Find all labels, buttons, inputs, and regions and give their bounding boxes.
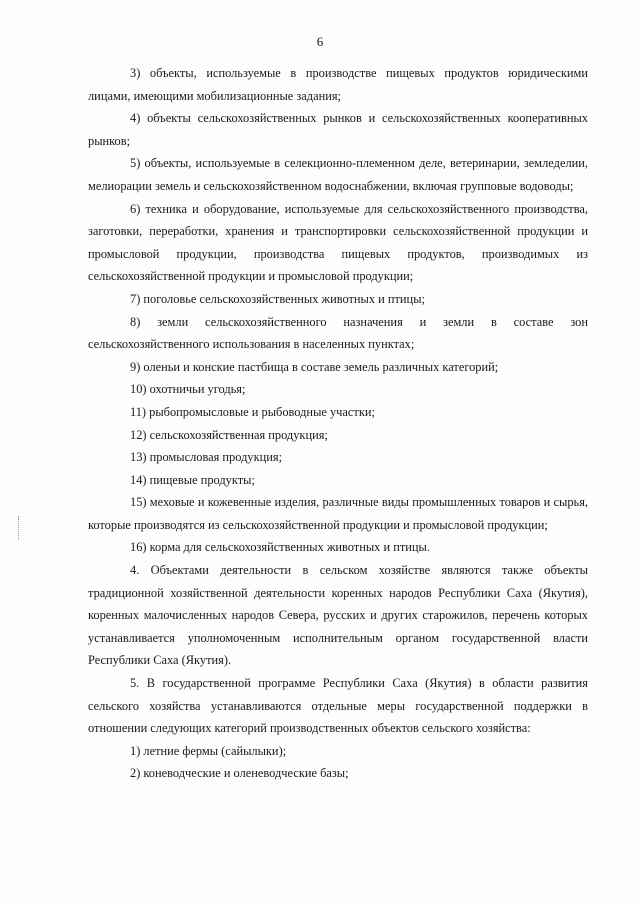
paragraph-section-4: 4. Объектами деятельности в сельском хозяйстве являются также объекты традиционной хозяйственной деятельности коренных народов Республики Саха (Якутия), коренных малочисленных народов Севера, русских и других старожилов, перечень которых устанавливается уполномоченным исполнительным органом государственной власти Республики Саха (Якутия). [88,563,588,668]
paragraph-item-7: 7) поголовье сельскохозяйственных животных и птицы; [130,291,425,306]
paragraph-item-9: 9) оленьи и конские пастбища в составе земель различных категорий; [130,359,499,374]
paragraph-item-12: 12) сельскохозяйственная продукция; [130,427,328,442]
paragraph-item-13: 13) промысловая продукция; [130,450,283,465]
paragraph-item-4: 4) объекты сельскохозяйственных рынков и сельскохозяйственных кооперативных рынков; [88,111,588,148]
paragraph-section-5: 5. В государственной программе Республики Саха (Якутия) в области развития сельского хозяйства устанавливаются отдельные меры государственной поддержки в отношении следующих категорий производственных объектов сельского хозяйства: [88,676,588,736]
paragraph-item-10: 10) охотничьи угодья; [130,382,246,397]
paragraph-item-8: 8) земли сельскохозяйственного назначения и земли в составе зон сельскохозяйственного использования в населенных пунктах; [88,314,588,352]
paragraph-item-15: 15) меховые и кожевенные изделия, различные виды промышленных товаров и сырья, которые производятся из сельскохозяйственной продукции и промысловой продукции; [88,495,588,532]
paragraph-item-11: 11) рыбопромысловые и рыбоводные участки; [130,404,375,419]
document-body [88,62,588,785]
paragraph-subitem-1: 1) летние фермы (сайылыки); [130,743,287,758]
paragraph-item-3: 3) объекты, используемые в производстве пищевых продуктов юридическими лицами, имеющими мобилизационные задания; [88,66,588,103]
paragraph-item-14: 14) пищевые продукты; [130,472,255,487]
page-number: 6 [316,34,324,49]
paragraph-subitem-2: 2) коневодческие и оленеводческие базы; [130,766,349,781]
paragraph-item-16: 16) корма для сельскохозяйственных животных и птицы. [130,540,430,555]
margin-mark [18,516,21,540]
paragraph-item-6: 6) техника и оборудование, используемые для сельскохозяйственного производства, заготовки, переработки, хранения и транспортировки сельскохозяйственной продукции и промысловой продукции, производства пищевых продуктов, производимых из сельскохозяйственной продукции и промысловой продукции; [88,201,588,284]
paragraph-item-5: 5) объекты, используемые в селекционно-племенном деле, ветеринарии, земледелии, мелиорации земель и сельскохозяйственном водоснабжении, включая групповые водоводы; [88,156,588,193]
